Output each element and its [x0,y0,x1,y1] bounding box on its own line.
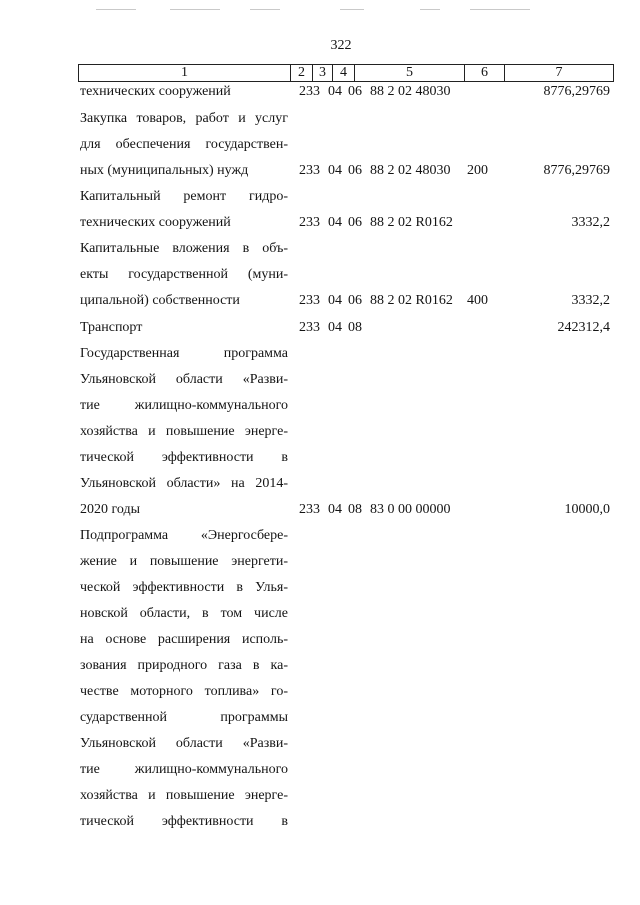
row-col-2: 233 [299,320,320,335]
row-col-5: 88 2 02 R0162 [370,215,453,230]
row-text-line: Ульяновской области» на 2014- [80,476,288,491]
scan-artifact [170,9,220,10]
row-text-line: Подпрограмма «Энергосбере- [80,528,288,543]
row-col-4: 08 [348,320,362,335]
row-col-2: 233 [299,215,320,230]
row-col-5: 88 2 02 48030 [370,163,451,178]
row-col-6: 400 [467,293,488,308]
row-text-line: на основе расширения исполь- [80,632,288,647]
row-col-4: 06 [348,293,362,308]
header-col-2: 2 [291,65,313,81]
row-text-line: жение и повышение энергети- [80,554,288,569]
row-col-3: 04 [328,502,342,517]
row-text-line: ных (муниципальных) нужд [80,163,249,178]
row-text-line: Ульяновской области «Разви- [80,372,288,387]
row-col-7: 10000,0 [564,502,610,517]
row-text-line: Государственная программа [80,346,288,361]
row-col-7: 3332,2 [571,293,610,308]
row-text-line: тие жилищно-коммунального [80,762,288,777]
header-col-3: 3 [313,65,333,81]
row-text-line: 2020 годы [80,502,141,517]
row-text-line: Капитальный ремонт гидро- [80,189,288,204]
row-text-line: новской области, в том числе [80,606,288,621]
row-text-line: технических сооружений [80,215,231,230]
scan-artifact [250,9,280,10]
row-text-line: честве моторного топлива» го- [80,684,288,699]
row-col-2: 233 [299,163,320,178]
header-col-7: 7 [555,65,563,80]
row-text-line: ческой эффективности в Улья- [80,580,288,595]
row-text-line: тие жилищно-коммунального [80,398,288,413]
row-col-4: 08 [348,502,362,517]
header-col-6: 6 [465,65,505,81]
row-col-3: 04 [328,293,342,308]
header-col-1: 1 [79,65,291,81]
row-col-5: 83 0 00 00000 [370,502,451,517]
page-number: 322 [330,38,352,53]
row-text-line: Ульяновской области «Разви- [80,736,288,751]
row-text-line: екты государственной (муни- [80,267,288,282]
row-text-line: хозяйства и повышение энерге- [80,424,288,439]
row-col-3: 04 [328,163,342,178]
row-col-6: 200 [467,163,488,178]
table-header [78,64,614,82]
row-col-5: 88 2 02 48030 [370,84,451,99]
row-text-line: для обеспечения государствен- [80,137,288,152]
row-text-line: сударственной программы [80,710,288,725]
row-col-3: 04 [328,215,342,230]
row-col-2: 233 [299,502,320,517]
row-text-line: Закупка товаров, работ и услуг [80,111,288,126]
row-text-line: тической эффективности в [80,814,288,829]
row-text-line: Капитальные вложения в объ- [80,241,288,256]
row-text-line: тической эффективности в [80,450,288,465]
row-col-7: 8776,29769 [543,84,610,99]
row-text-line: хозяйства и повышение энерге- [80,788,288,803]
scan-artifact [340,9,364,10]
row-col-7: 3332,2 [571,215,610,230]
row-text-line: технических сооружений [80,84,231,99]
row-col-4: 06 [348,84,362,99]
header-col-4: 4 [333,65,355,81]
row-col-7: 8776,29769 [543,163,610,178]
row-col-3: 04 [328,84,342,99]
scan-artifact [470,9,530,10]
row-col-2: 233 [299,84,320,99]
row-text-line: зования природного газа в ка- [80,658,288,673]
row-col-4: 06 [348,215,362,230]
row-col-4: 06 [348,163,362,178]
row-text-line: ципальной) собственности [80,293,240,308]
row-text-line: Транспорт [80,320,143,335]
row-col-5: 88 2 02 R0162 [370,293,453,308]
header-col-5: 5 [355,65,465,81]
row-col-2: 233 [299,293,320,308]
row-col-7: 242312,4 [557,320,610,335]
scan-artifact [96,9,136,10]
scan-artifact [420,9,440,10]
row-col-3: 04 [328,320,342,335]
